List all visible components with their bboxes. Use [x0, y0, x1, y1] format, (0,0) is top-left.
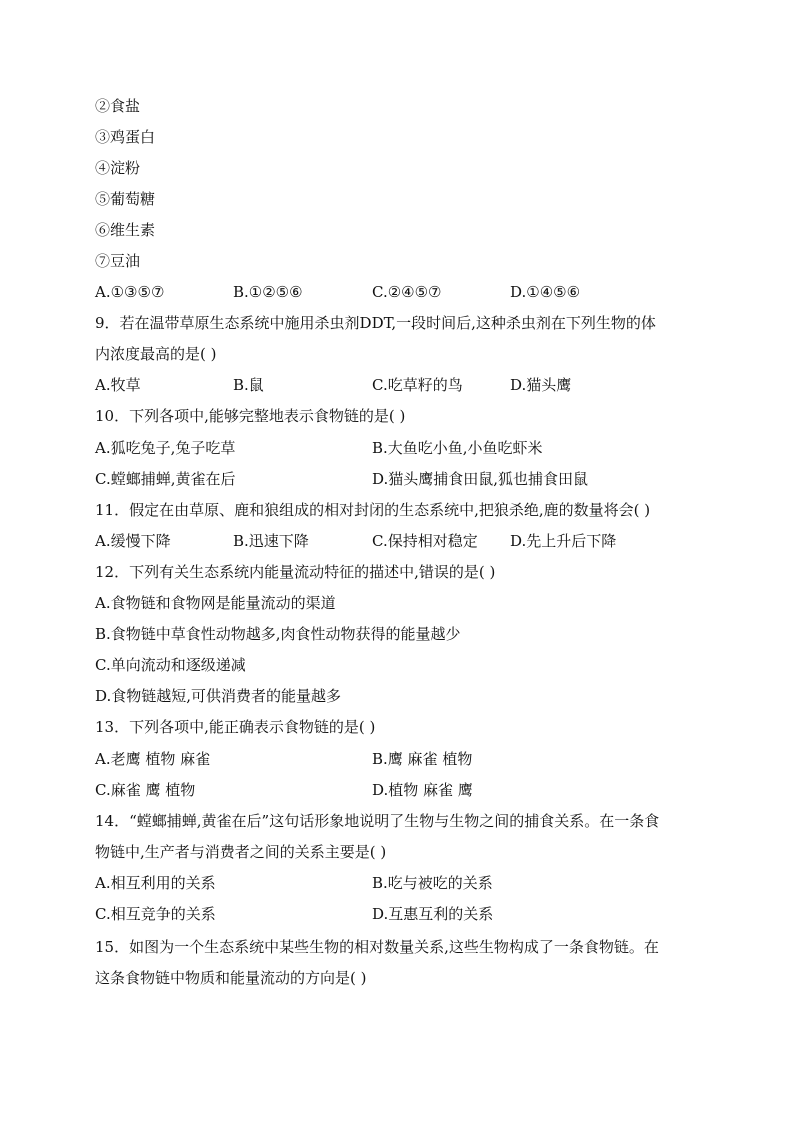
- list-item: ⑤葡萄糖: [95, 190, 156, 208]
- option-a: A.食物链和食物网是能量流动的渠道: [95, 594, 336, 612]
- question-15-stem: 15．如图为一个生态系统中某些生物的相对数量关系,这些生物构成了一条食物链。在: [95, 938, 659, 956]
- list-item: ②食盐: [95, 97, 141, 115]
- option-b: B.食物链中草食性动物越多,肉食性动物获得的能量越少: [95, 625, 461, 643]
- question-9-stem-cont: 内浓度最高的是( ): [95, 345, 217, 363]
- option-d: D.植物 麻雀 鹰: [372, 781, 473, 799]
- option-c: C.螳螂捕蝉,黄雀在后: [95, 470, 236, 488]
- list-item: ⑥维生素: [95, 221, 156, 239]
- option-d: D.食物链越短,可供消费者的能量越多: [95, 687, 342, 705]
- list-item: ④淀粉: [95, 159, 141, 177]
- question-14-stem-cont: 物链中,生产者与消费者之间的关系主要是( ): [95, 843, 387, 861]
- option-d: D.先上升后下降: [510, 532, 617, 550]
- option-a: A.牧草: [95, 376, 141, 394]
- option-b: B.①②⑤⑥: [233, 283, 303, 301]
- option-b: B.迅速下降: [233, 532, 309, 550]
- option-a: A.老鹰 植物 麻雀: [95, 750, 211, 768]
- option-b: B.鼠: [233, 376, 264, 394]
- option-c: C.相互竞争的关系: [95, 905, 216, 923]
- option-c: C.吃草籽的鸟: [372, 376, 463, 394]
- question-15-stem-cont: 这条食物链中物质和能量流动的方向是( ): [95, 969, 367, 987]
- option-b: B.吃与被吃的关系: [372, 874, 493, 892]
- question-12-stem: 12．下列有关生态系统内能量流动特征的描述中,错误的是( ): [95, 563, 496, 581]
- option-a: A.①③⑤⑦: [95, 283, 165, 301]
- list-item: ⑦豆油: [95, 252, 141, 270]
- option-a: A.狐吃兔子,兔子吃草: [95, 439, 236, 457]
- option-b: B.大鱼吃小鱼,小鱼吃虾米: [372, 439, 543, 457]
- option-d: D.①④⑤⑥: [510, 283, 581, 301]
- option-d: D.互惠互利的关系: [372, 905, 494, 923]
- option-c: C.单向流动和逐级递减: [95, 656, 246, 674]
- option-d: D.猫头鹰: [510, 376, 572, 394]
- option-c: C.②④⑤⑦: [372, 283, 442, 301]
- question-9-stem: 9．若在温带草原生态系统中施用杀虫剂DDT,一段时间后,这种杀虫剂在下列生物的体: [95, 314, 656, 332]
- list-item: ③鸡蛋白: [95, 128, 156, 146]
- question-10-stem: 10．下列各项中,能够完整地表示食物链的是( ): [95, 407, 406, 425]
- option-c: C.麻雀 鹰 植物: [95, 781, 196, 799]
- option-a: A.缓慢下降: [95, 532, 171, 550]
- question-11-stem: 11．假定在由草原、鹿和狼组成的相对封闭的生态系统中,把狼杀绝,鹿的数量将会( ): [95, 501, 651, 519]
- option-d: D.猫头鹰捕食田鼠,狐也捕食田鼠: [372, 470, 589, 488]
- option-a: A.相互利用的关系: [95, 874, 216, 892]
- option-c: C.保持相对稳定: [372, 532, 478, 550]
- question-13-stem: 13．下列各项中,能正确表示食物链的是( ): [95, 718, 376, 736]
- option-b: B.鹰 麻雀 植物: [372, 750, 473, 768]
- question-14-stem: 14．“螳螂捕蝉,黄雀在后”这句话形象地说明了生物与生物之间的捕食关系。在一条食: [95, 812, 660, 830]
